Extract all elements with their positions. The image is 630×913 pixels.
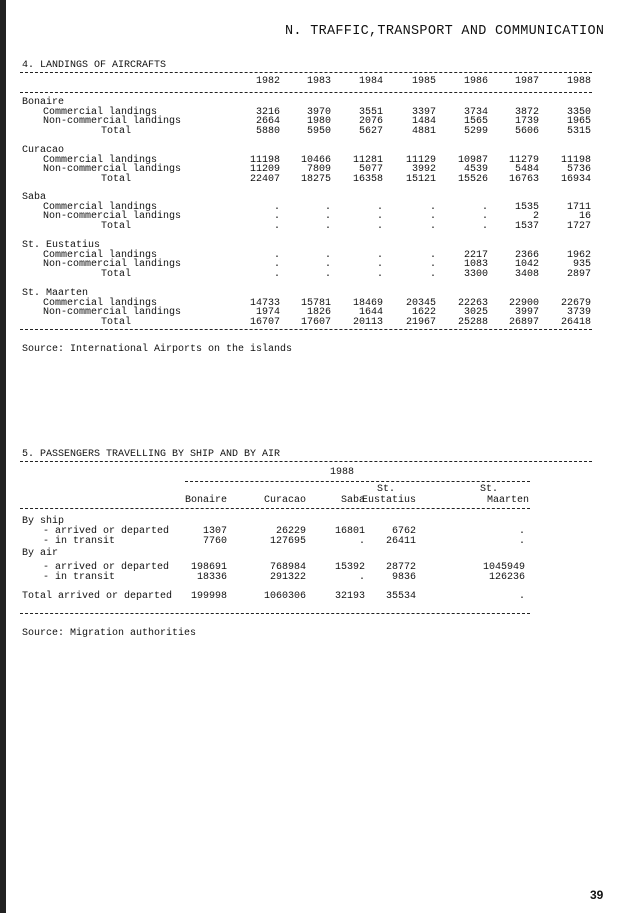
cell-value: 1565 <box>463 116 488 128</box>
column-header: Bonaire <box>184 495 227 506</box>
cell-value: 10466 <box>300 154 331 166</box>
cell-value: 291322 <box>269 571 306 583</box>
cell-value: 32193 <box>334 591 365 602</box>
cell-value: . <box>358 571 365 583</box>
cell-value: 17607 <box>300 316 331 328</box>
cell-value: 1060306 <box>263 591 306 602</box>
cell-value: 1962 <box>566 249 591 261</box>
group-name: Curacao <box>22 145 65 156</box>
cell-value: 18275 <box>300 173 331 185</box>
cell-value: 2664 <box>255 116 280 128</box>
column-header: Eustatius <box>361 495 416 506</box>
cell-value: 22263 <box>457 297 488 309</box>
cell-value: 11129 <box>405 154 436 166</box>
cell-value: 20345 <box>405 297 436 309</box>
year-header: 1988 <box>566 76 591 87</box>
cell-value: . <box>429 268 436 280</box>
dashed-rule <box>20 508 530 509</box>
dashed-rule <box>20 461 592 462</box>
column-header: St. <box>377 484 396 495</box>
cell-value: 5484 <box>514 164 539 176</box>
row-label: Total <box>101 268 132 280</box>
group-name: Bonaire <box>22 97 65 108</box>
cell-value: 9836 <box>391 571 416 583</box>
cell-value: 199998 <box>190 591 227 602</box>
cell-value: 3992 <box>411 164 436 176</box>
cell-value: 11279 <box>508 154 539 166</box>
cell-value: . <box>429 211 436 223</box>
row-label: Total <box>101 125 132 137</box>
cell-value: 16707 <box>249 316 280 328</box>
cell-value: 1711 <box>566 201 591 213</box>
cell-value: . <box>376 220 383 232</box>
cell-value: . <box>324 249 331 261</box>
cell-value: 3397 <box>411 106 436 118</box>
dashed-rule <box>20 92 592 93</box>
cell-value: 10987 <box>457 154 488 166</box>
cell-value: 6762 <box>391 525 416 537</box>
cell-value: 5077 <box>358 164 383 176</box>
cell-value: 5627 <box>358 125 383 137</box>
cell-value: 1622 <box>411 307 436 319</box>
scan-edge <box>0 0 6 913</box>
dashed-rule <box>20 329 592 330</box>
row-label: Non-commercial landings <box>43 164 182 176</box>
row-label: Total <box>101 316 132 328</box>
cell-value: 3025 <box>463 307 488 319</box>
cell-value: 3551 <box>358 106 383 118</box>
group-name: St. Eustatius <box>22 240 101 251</box>
cell-value: 2897 <box>566 268 591 280</box>
source-note: Source: International Airports on the islands <box>22 344 293 355</box>
cell-value: 1974 <box>255 307 280 319</box>
column-header: Maarten <box>486 495 529 506</box>
cell-value: 3739 <box>566 307 591 319</box>
cell-value: 11198 <box>249 154 280 166</box>
group-name: Saba <box>22 192 47 203</box>
cell-value: 15121 <box>405 173 436 185</box>
cell-value: . <box>429 259 436 271</box>
cell-value: 768984 <box>269 561 306 573</box>
cell-value: 3734 <box>463 106 488 118</box>
cell-value: . <box>273 211 280 223</box>
cell-value: . <box>273 249 280 261</box>
cell-value: 935 <box>572 259 591 271</box>
cell-value: 25288 <box>457 316 488 328</box>
cell-value: 3216 <box>255 106 280 118</box>
cell-value: 18336 <box>196 571 227 583</box>
source-note: Source: Migration authorities <box>22 628 197 639</box>
cell-value: 3997 <box>514 307 539 319</box>
cell-value: 1045949 <box>482 561 525 573</box>
row-label: Total <box>101 220 132 232</box>
table-title: 4. LANDINGS OF AIRCRAFTS <box>22 60 167 71</box>
row-label: Commercial landings <box>43 201 158 213</box>
cell-value: 198691 <box>190 561 227 573</box>
cell-value: 3300 <box>463 268 488 280</box>
cell-value: 11198 <box>560 154 591 166</box>
cell-value: 5736 <box>566 164 591 176</box>
cell-value: 5880 <box>255 125 280 137</box>
cell-value: . <box>518 535 525 547</box>
cell-value: 1727 <box>566 220 591 232</box>
page-number: 39 <box>590 888 604 902</box>
cell-value: . <box>358 535 365 547</box>
cell-value: . <box>273 201 280 213</box>
cell-value: 2366 <box>514 249 539 261</box>
dashed-rule <box>20 72 592 73</box>
year-header: 1987 <box>514 76 539 87</box>
cell-value: . <box>324 211 331 223</box>
row-label: Commercial landings <box>43 249 158 261</box>
section-name: By ship <box>22 516 65 527</box>
row-label: Commercial landings <box>43 297 158 309</box>
page-header: N. TRAFFIC,TRANSPORT AND COMMUNICATION <box>285 24 605 39</box>
row-label: Commercial landings <box>43 154 158 166</box>
row-label: Non-commercial landings <box>43 307 182 319</box>
cell-value: . <box>324 259 331 271</box>
cell-value: 3408 <box>514 268 539 280</box>
cell-value: 2 <box>532 211 539 223</box>
cell-value: . <box>324 220 331 232</box>
cell-value: 1535 <box>514 201 539 213</box>
year-header: 1988 <box>330 467 355 478</box>
cell-value: 5315 <box>566 125 591 137</box>
cell-value: . <box>376 249 383 261</box>
cell-value: . <box>324 268 331 280</box>
cell-value: 15526 <box>457 173 488 185</box>
cell-value: 26229 <box>275 525 306 537</box>
cell-value: 4539 <box>463 164 488 176</box>
cell-value: 16358 <box>352 173 383 185</box>
cell-value: 126236 <box>488 571 525 583</box>
cell-value: . <box>481 201 488 213</box>
year-header: 1984 <box>358 76 383 87</box>
row-label: Commercial landings <box>43 106 158 118</box>
cell-value: 5606 <box>514 125 539 137</box>
row-label: - in transit <box>43 571 116 583</box>
cell-value: 1739 <box>514 116 539 128</box>
cell-value: . <box>429 249 436 261</box>
cell-value: 3872 <box>514 106 539 118</box>
cell-value: 1644 <box>358 307 383 319</box>
cell-value: . <box>376 211 383 223</box>
cell-value: 11281 <box>352 154 383 166</box>
column-header: Curacao <box>263 495 306 506</box>
column-header: St. <box>480 484 499 495</box>
cell-value: 15781 <box>300 297 331 309</box>
group-name: St. Maarten <box>22 288 89 299</box>
cell-value: 5299 <box>463 125 488 137</box>
dashed-rule <box>185 481 530 482</box>
row-label: Non-commercial landings <box>43 116 182 128</box>
row-label: Total <box>101 173 132 185</box>
cell-value: 2076 <box>358 116 383 128</box>
cell-value: 14733 <box>249 297 280 309</box>
section-name: By air <box>22 548 59 559</box>
row-label: Non-commercial landings <box>43 211 182 223</box>
cell-value: 16 <box>578 211 591 223</box>
cell-value: 26897 <box>508 316 539 328</box>
year-header: 1986 <box>463 76 488 87</box>
cell-value: . <box>376 259 383 271</box>
row-label: - in transit <box>43 535 116 547</box>
dashed-rule <box>20 613 530 614</box>
cell-value: . <box>376 268 383 280</box>
cell-value: 1980 <box>306 116 331 128</box>
cell-value: 26411 <box>385 535 416 547</box>
row-label: - arrived or departed <box>43 561 170 573</box>
cell-value: 1484 <box>411 116 436 128</box>
cell-value: 7760 <box>202 535 227 547</box>
cell-value: 1307 <box>202 525 227 537</box>
cell-value: . <box>273 220 280 232</box>
cell-value: . <box>273 268 280 280</box>
table-title: 5. PASSENGERS TRAVELLING BY SHIP AND BY AIR <box>22 449 281 460</box>
cell-value: . <box>324 201 331 213</box>
cell-value: 16934 <box>560 173 591 185</box>
cell-value: . <box>273 259 280 271</box>
cell-value: 22679 <box>560 297 591 309</box>
cell-value: . <box>518 525 525 537</box>
cell-value: . <box>481 220 488 232</box>
cell-value: 7809 <box>306 164 331 176</box>
cell-value: 1537 <box>514 220 539 232</box>
cell-value: 4881 <box>411 125 436 137</box>
cell-value: 2217 <box>463 249 488 261</box>
cell-value: . <box>518 591 525 602</box>
row-label: Non-commercial landings <box>43 259 182 271</box>
cell-value: 16801 <box>334 525 365 537</box>
cell-value: 18469 <box>352 297 383 309</box>
cell-value: 127695 <box>269 535 306 547</box>
cell-value: 16763 <box>508 173 539 185</box>
cell-value: 20113 <box>352 316 383 328</box>
cell-value: 28772 <box>385 561 416 573</box>
cell-value: 22900 <box>508 297 539 309</box>
year-header: 1983 <box>306 76 331 87</box>
cell-value: . <box>481 211 488 223</box>
year-header: 1985 <box>411 76 436 87</box>
cell-value: 11209 <box>249 164 280 176</box>
cell-value: 1042 <box>514 259 539 271</box>
cell-value: . <box>376 201 383 213</box>
cell-value: 1083 <box>463 259 488 271</box>
cell-value: 35534 <box>385 591 416 602</box>
year-header: 1982 <box>255 76 280 87</box>
cell-value: 15392 <box>334 561 365 573</box>
row-label: Total arrived or departed <box>22 591 173 602</box>
cell-value: . <box>429 201 436 213</box>
cell-value: . <box>429 220 436 232</box>
cell-value: 1826 <box>306 307 331 319</box>
cell-value: 21967 <box>405 316 436 328</box>
cell-value: 1965 <box>566 116 591 128</box>
cell-value: 3970 <box>306 106 331 118</box>
cell-value: 5950 <box>306 125 331 137</box>
cell-value: 26418 <box>560 316 591 328</box>
row-label: - arrived or departed <box>43 525 170 537</box>
column-header: Saba <box>340 495 365 506</box>
cell-value: 3350 <box>566 106 591 118</box>
cell-value: 22407 <box>249 173 280 185</box>
